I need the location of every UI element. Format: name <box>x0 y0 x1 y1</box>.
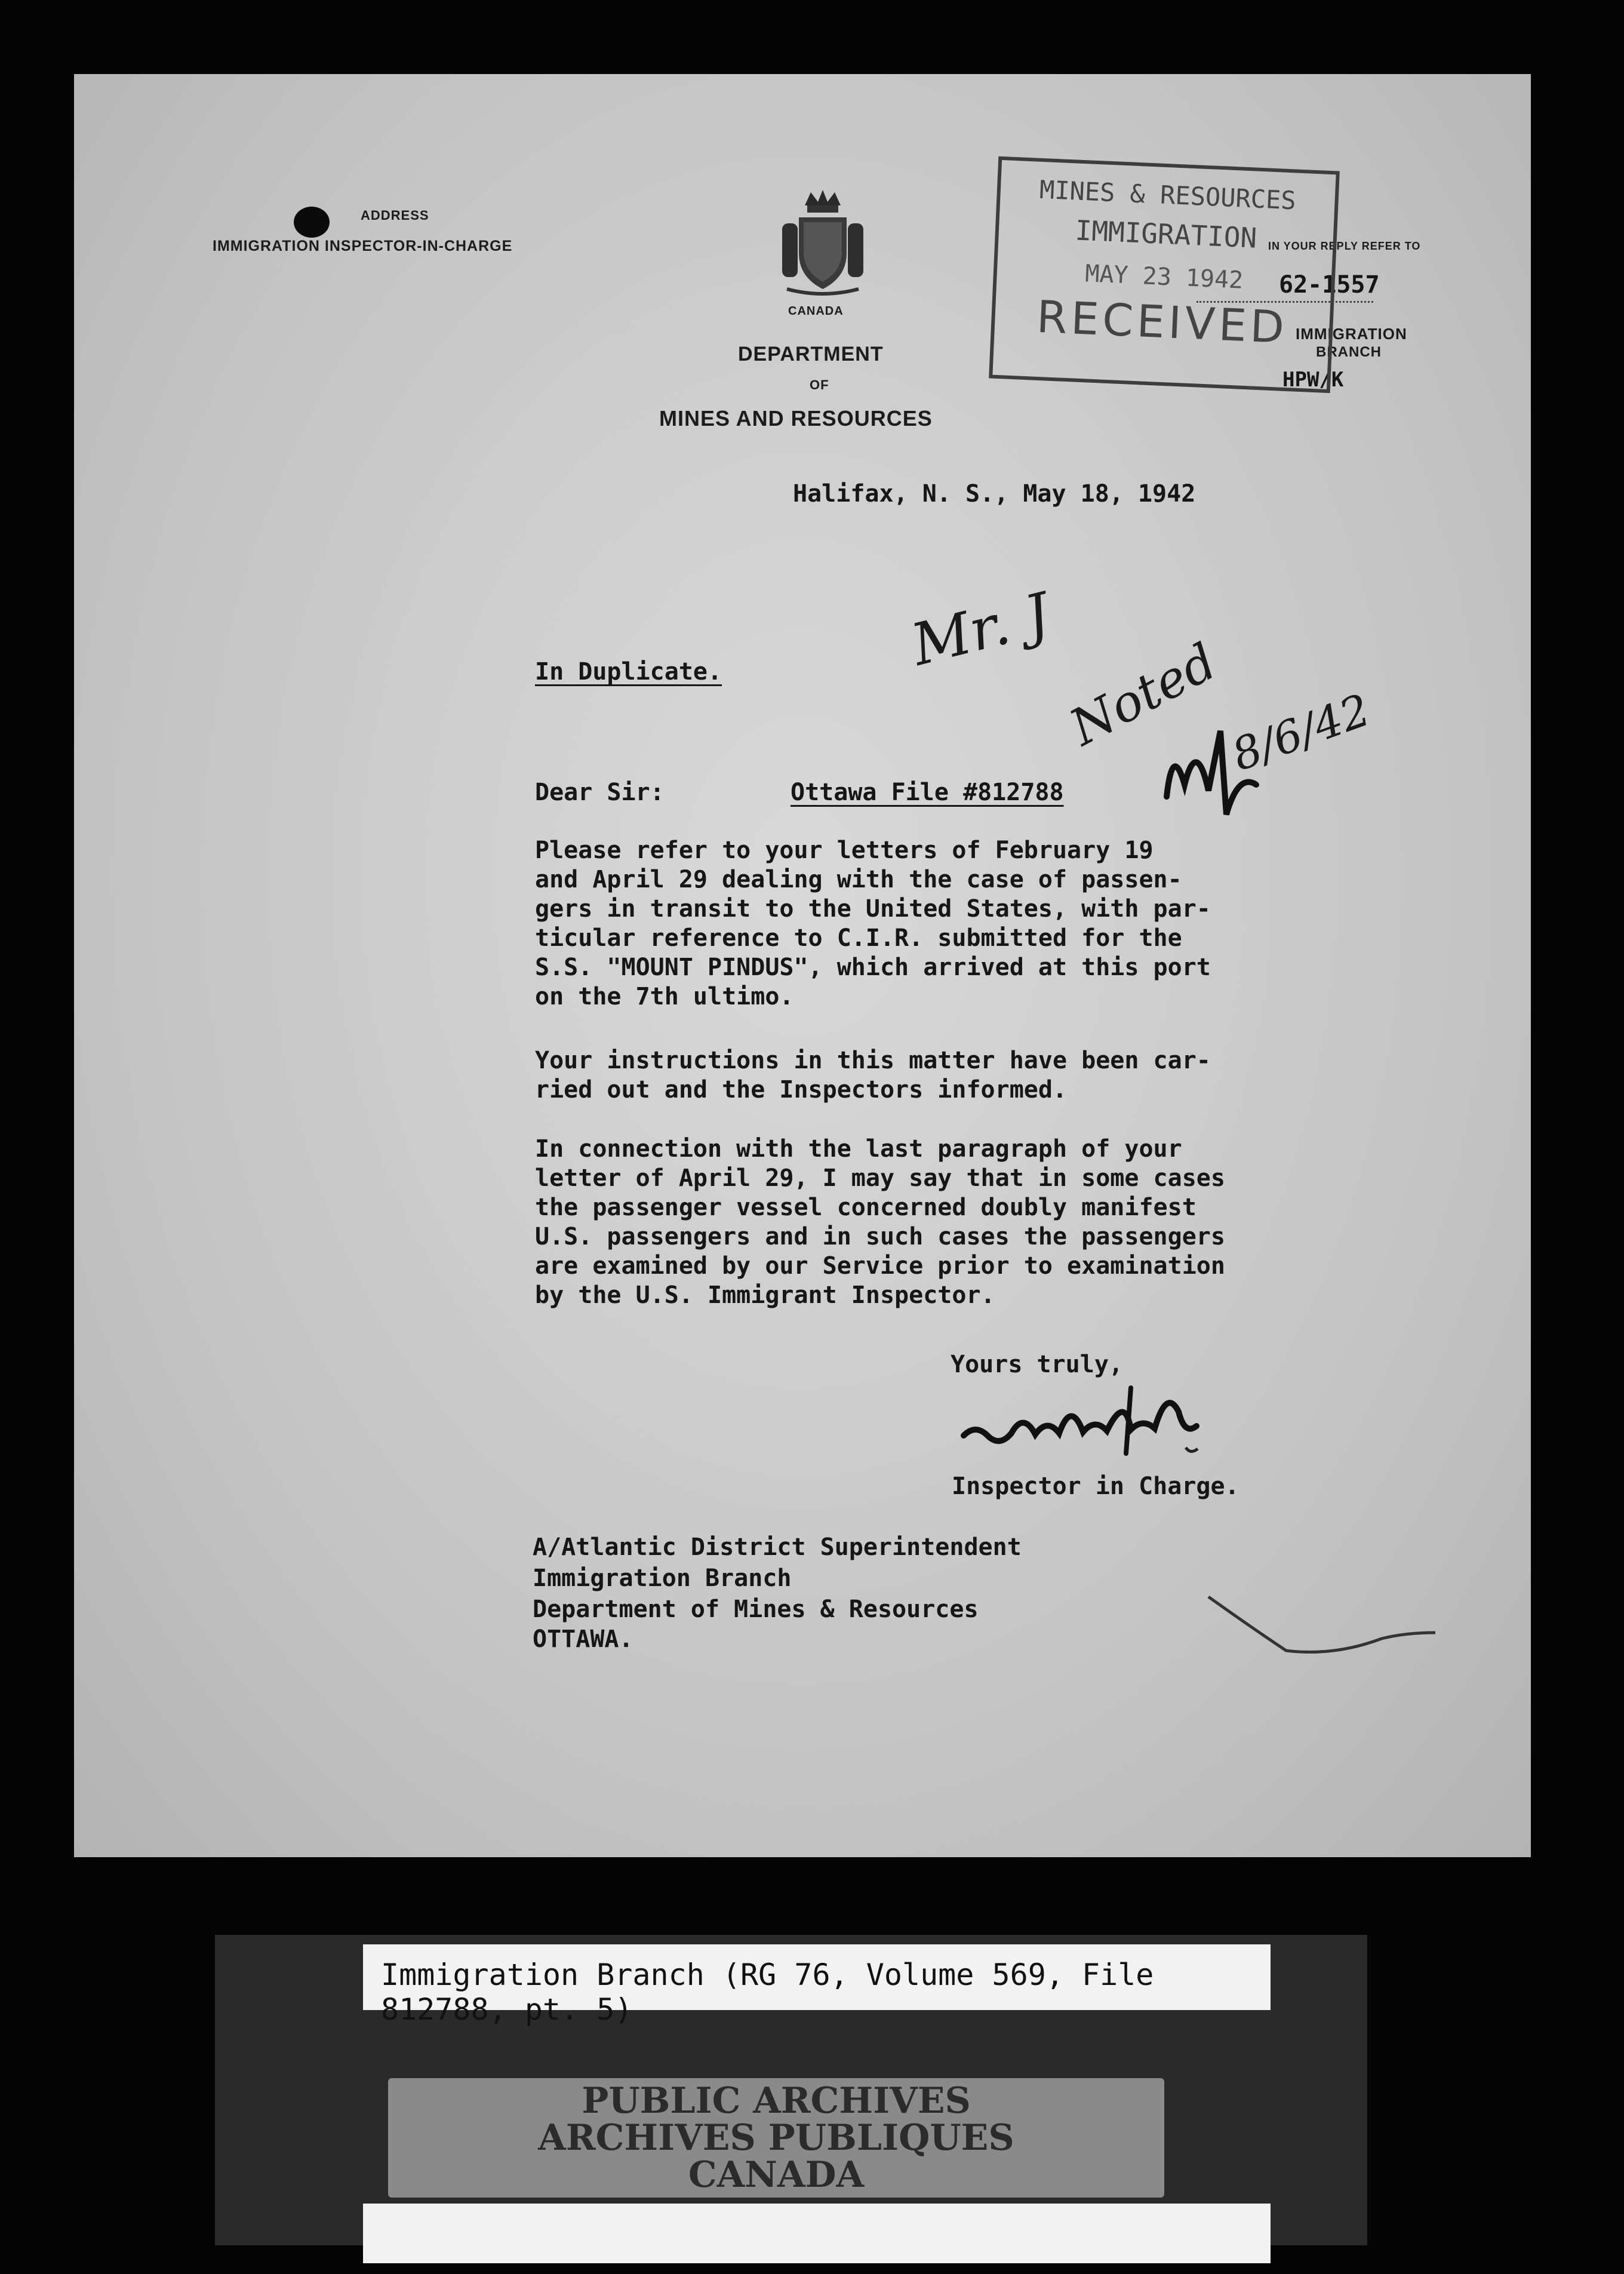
duplicate-note: In Duplicate. <box>535 658 722 686</box>
stamp-status: RECEIVED <box>1035 291 1289 354</box>
closing: Yours truly, <box>951 1351 1123 1378</box>
letter-page <box>74 74 1531 1857</box>
paragraph-2: Your instructions in this matter have been car- ried out and the Inspectors informed. <box>535 1047 1211 1104</box>
recipient-line3: Department of Mines & Resources <box>533 1596 979 1623</box>
archive-stamp <box>388 2078 1164 2198</box>
paragraph-1: Please refer to your letters of February 19 and April 29 dealing with the case of passen- gers in transit to the United States, with par- ticular reference to C.I.R. submitted for the S.S. "MOUNT PINDUS", which arrived at this port on the 7th ultimo. <box>535 837 1211 1010</box>
pen-stroke <box>1202 1585 1441 1668</box>
recipient-line1: A/Atlantic District Superintendent <box>533 1534 1022 1561</box>
stamp-line1: MINES & RESOURCES <box>1039 174 1297 216</box>
signature <box>952 1376 1214 1471</box>
department-line1: DEPARTMENT <box>738 343 884 365</box>
paragraph-3: In connection with the last paragraph of your letter of April 29, I may say that in some cases the passenger vessel concerned doubly manifest U.S. passengers and in such cases the passengers are examined by our Service prior to examination by the U.S. Immigrant Inspector. <box>535 1135 1225 1309</box>
reference-initials: HPW/K <box>1282 368 1344 392</box>
place-date: Halifax, N. S., May 18, 1942 <box>793 480 1196 508</box>
recipient-line4: OTTAWA. <box>533 1625 633 1653</box>
stamp-date: MAY 23 1942 <box>1084 260 1244 294</box>
department-line2: OF <box>810 377 829 392</box>
country-label: CANADA <box>788 305 844 318</box>
handwritten-note-1: Mr. J <box>905 580 1057 679</box>
branch-line2: BRANCH <box>1316 344 1382 360</box>
archive-line3: CANADA <box>688 2154 865 2196</box>
caption-strip <box>363 1944 1271 2027</box>
branch-line1: IMMIGRATION <box>1296 325 1407 343</box>
recipient-line2: Immigration Branch <box>533 1565 792 1592</box>
department-line3: MINES AND RESOURCES <box>659 406 933 431</box>
handwritten-note-3: 8/6/42 <box>1225 684 1377 782</box>
salutation: Dear Sir: <box>535 779 665 806</box>
canada-coat-of-arms-icon <box>775 188 871 301</box>
signer-title: Inspector in Charge. <box>952 1473 1239 1500</box>
archive-line2: ARCHIVES PUBLIQUES <box>538 2117 1014 2159</box>
handwritten-note-2: Noted <box>1060 632 1226 757</box>
address-label: ADDRESS <box>361 208 429 223</box>
stamp-line2: IMMIGRATION <box>1074 214 1258 254</box>
archive-line1: PUBLIC ARCHIVES <box>582 2080 971 2122</box>
handwritten-initials <box>1155 707 1274 826</box>
address-value: IMMIGRATION INSPECTOR-IN-CHARGE <box>213 238 513 254</box>
file-reference: Ottawa File #812788 <box>791 779 1064 806</box>
received-stamp <box>989 156 1340 394</box>
archive-caption: Immigration Branch (RG 76, Volume 569, File 812788, pt. 5) <box>381 1958 1154 2027</box>
ink-blot <box>294 207 330 238</box>
footer-strip <box>363 2204 1271 2263</box>
reference-number: 62-1557 <box>1279 271 1380 299</box>
reply-refer-label: IN YOUR REPLY REFER TO <box>1268 240 1421 252</box>
